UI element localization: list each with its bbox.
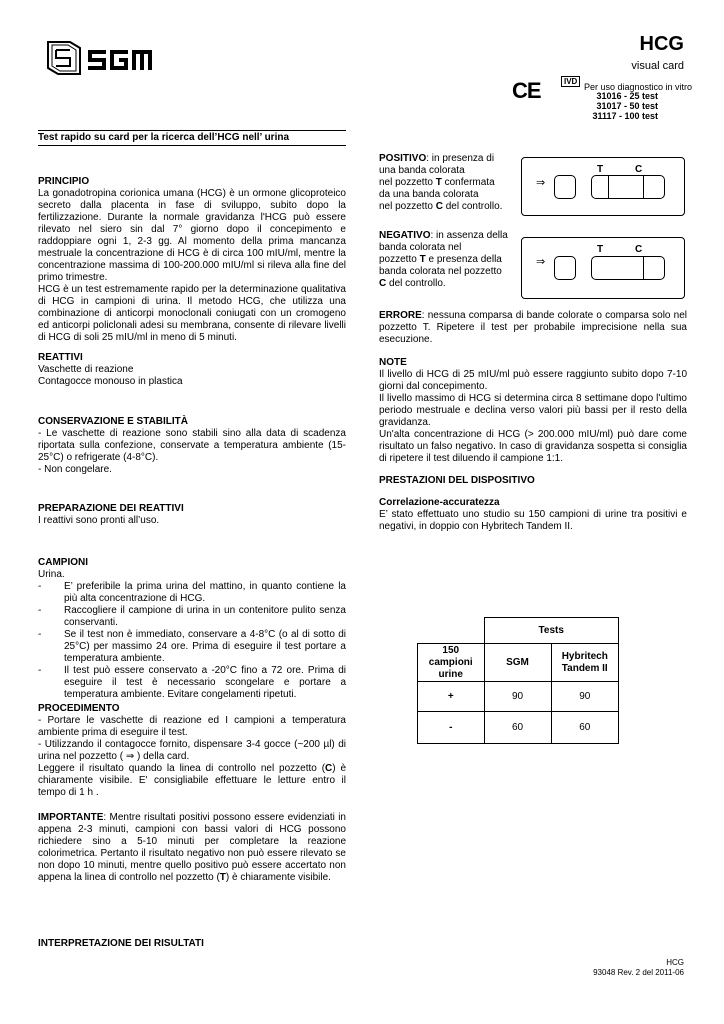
table-cell-label: + (418, 682, 485, 712)
text-part: : Mentre risultati positivi possono essere evidenziati in appena 2-3 minuti, campioni con bassi valori di HCG possono richiedere sino a 5-10 minuti per completare la reazione colorimetrica. Pertanto il risultato negativo non può essere rilevato se non dopo 10 minuti, mentre quello positivo può essere accertato non appena la linea di controllo nel pozzetto ( (38, 812, 346, 883)
paragraph (38, 739, 346, 763)
test-well-label: T (435, 177, 442, 188)
section-subtitle: Correlazione-accuratezza (379, 497, 500, 508)
table-row (418, 682, 619, 712)
campioni-list (38, 581, 346, 701)
text-part: e presenza della (425, 254, 502, 265)
text-line (379, 177, 509, 189)
product-title: HCG (639, 33, 684, 55)
table-cell: 90 (551, 682, 619, 712)
text-part: Leggere il risultato quando la linea di controllo nel pozzetto ( (38, 763, 326, 774)
text-line (379, 153, 509, 165)
section-title: CONSERVAZIONE E STABILITÀ (38, 416, 189, 427)
section-title: CAMPIONI (38, 557, 88, 568)
empty-cell (418, 618, 485, 644)
control-well-label: C (435, 201, 443, 212)
ivd-badge: IVD (561, 76, 580, 87)
paragraph: Il livello massimo di HCG si determina circa 8 settimane dopo l'ultimo periodo mestruale e declina verso valori più bassi per il resto della gravidanza. (379, 393, 687, 428)
card-t-label: T (597, 244, 604, 255)
text-part: : in presenza di (426, 153, 495, 164)
procedimento-section (38, 703, 346, 799)
code-line: 31117 - 100 test (592, 111, 658, 121)
prestazioni-section (379, 475, 687, 533)
paragraph: HCG è un test estremamente rapido per la determinazione qualitativa di HCG in campioni di urina. Il metodo HCG, che utilizza una combinazione di anticorpi monoclonali coniugati con un cromogeno ed anticorpi policlonali adesi su membrana, consente di rilevare livelli di HCG di soli 25 mIU/ml in meno di 5 minuti. (38, 284, 346, 343)
principio-section (38, 176, 346, 344)
text-part: pozzetto (379, 254, 420, 265)
test-well-label: T (219, 872, 226, 883)
sample-well (554, 175, 576, 199)
positivo-label: POSITIVO (379, 153, 427, 164)
sample-well-arrow-icon: ⇒ (536, 177, 546, 189)
control-band (643, 257, 644, 279)
section-title: PRINCIPIO (38, 176, 90, 187)
sample-well (554, 256, 576, 280)
importante-label: IMPORTANTE (38, 812, 104, 823)
section-title: PREPARAZIONE DEI REATTIVI (38, 503, 184, 514)
interpretazione-title: INTERPRETAZIONE DEI RISULTATI (38, 938, 204, 949)
text-part: : nessuna comparsa di bande colorate o comparsa solo nel pozzetto T. Ripetere il test per probabile imprecisione nella sua esecuzione. (379, 310, 687, 345)
sample-well-arrow-icon: ⇒ (536, 256, 546, 268)
list-item: - Raccogliere il campione di urina in un contenitore pulito senza conservanti. (38, 605, 346, 629)
errore-section (379, 310, 687, 346)
text-part: nel pozzetto (379, 201, 436, 212)
document-subtitle: Test rapido su card per la ricerca dell’HCG nell’ urina (38, 130, 346, 146)
product-format: visual card (631, 60, 684, 72)
errore-label: ERRORE (379, 310, 422, 321)
preparazione-section (38, 503, 346, 527)
product-codes (592, 91, 658, 121)
text-line: Contagocce monouso in plastica (38, 376, 183, 387)
card-c-label: C (635, 244, 643, 255)
control-band (643, 176, 644, 198)
list-item: - E’ preferibile la prima urina del mattino, in quanto contiene la più alta concentrazione di HCG. (38, 581, 346, 605)
text-line (379, 278, 509, 290)
paragraph: E’ stato effettuato uno studio su 150 campioni di urine tra positivi e negativi, in doppio con Hybritech Tandem II. (379, 509, 687, 532)
text-part: - Utilizzando il contagocce fornito, dispensare 3-4 gocce (~200 µl) di urina nel pozzetto ( (38, 739, 346, 762)
table-cell: 90 (484, 682, 551, 712)
table-row-header: 150 campioni urine (418, 644, 485, 682)
text-part: ) è chiaramente visibile. E' consigliabile effettuare le letture entro il tempo di 1 h . (38, 763, 347, 798)
importante-section (38, 812, 346, 884)
text-line: Urina. (38, 569, 65, 580)
code-line: 31017 - 50 test (596, 101, 658, 111)
sgm-italia-logo (40, 36, 240, 80)
table-cell: 60 (484, 712, 551, 744)
table-group-header: Tests (484, 618, 619, 644)
text-part: ) è chiaramente visibile. (225, 872, 331, 883)
card-c-label: C (635, 164, 643, 175)
text-part: del controllo. (386, 278, 446, 289)
reattivi-section (38, 352, 346, 388)
text-line (379, 230, 509, 242)
footer (593, 958, 684, 978)
test-band (608, 176, 609, 198)
negative-card-diagram (521, 237, 685, 299)
campioni-section (38, 557, 346, 701)
section-title: REATTIVI (38, 352, 83, 363)
note-section (379, 357, 687, 465)
table-col-header-sgm: SGM (484, 644, 551, 682)
list-item: - Se il test non è immediato, conservare a 4-8°C (o al di sotto di 25°C) per massimo 24 ore. Prima di eseguire il test portare a temperatura ambiente. (38, 629, 346, 665)
list-item: - Il test può essere conservato a -20°C fino a 72 ore. Prima di eseguire il test è necessario scongelare e portare a temperatura ambiente. Evitare congelamenti ripetuti. (38, 665, 346, 701)
paragraph: Un'alta concentrazione di HCG (> 200.000 mIU/ml) può dare come risultato un falso negativo. In caso di gravidanza sospetta si consiglia di ripetere il test diluendo il campione 1:1. (379, 429, 687, 464)
text-line: una banda colorata (379, 165, 465, 176)
paragraph: I reattivi sono pronti all’uso. (38, 515, 160, 526)
text-line: Vaschette di reazione (38, 364, 134, 375)
paragraph (38, 763, 346, 799)
text-line: banda colorata nel pozzetto (379, 266, 502, 277)
positivo-section (379, 153, 509, 213)
negativo-section (379, 230, 509, 290)
negativo-label: NEGATIVO (379, 230, 431, 241)
table-cell-label: - (418, 712, 485, 744)
positive-card-diagram (521, 157, 685, 216)
table-col-header-hybritech: Hybritech Tandem II (551, 644, 619, 682)
footer-product: HCG (666, 958, 684, 967)
text-part: : in assenza della (430, 230, 508, 241)
conservazione-section (38, 416, 346, 476)
text-part: ) della card. (137, 751, 190, 762)
paragraph: - Le vaschette di reazione sono stabili sino alla data di scadenza riportata sulla confezione, conservate a temperatura ambiente (15-25°C) o refrigerate (4-8°C). (38, 428, 346, 463)
code-line: 31016 - 25 test (596, 91, 658, 101)
text-line (379, 201, 509, 213)
table-cell: 60 (551, 712, 619, 744)
text-part: del controllo. (442, 201, 503, 212)
result-window (591, 175, 665, 199)
section-title: PROCEDIMENTO (38, 703, 120, 714)
text-line (379, 254, 509, 266)
control-well-label: C (325, 763, 333, 774)
footer-revision: 93048 Rev. 2 del 2011-06 (593, 968, 684, 977)
paragraph: Il livello di HCG di 25 mIU/ml può essere raggiunto subito dopo 7-10 giorni dal concepimento. (379, 369, 687, 392)
paragraph: - Portare le vaschette di reazione ed I campioni a temperatura ambiente prima di eseguire il test. (38, 715, 346, 738)
section-title: PRESTAZIONI DEL DISPOSITIVO (379, 475, 535, 486)
ivd-text: Per uso diagnostico in vitro (584, 82, 693, 92)
text-part: confermata (441, 177, 495, 188)
result-window (591, 256, 665, 280)
text-part: nel pozzetto (379, 177, 436, 188)
table-row (418, 712, 619, 744)
control-well-label: C (379, 278, 387, 289)
ce-mark: CE (512, 78, 541, 103)
paragraph: - Non congelare. (38, 464, 112, 475)
section-title: NOTE (379, 357, 407, 368)
card-t-label: T (597, 164, 604, 175)
performance-table (417, 617, 619, 744)
text-line: da una banda colorata (379, 189, 479, 200)
sample-well-arrow-icon: ⇒ (125, 751, 135, 762)
text-line: banda colorata nel (379, 242, 462, 253)
paragraph: La gonadotropina corionica umana (HCG) è un ormone glicoproteico secreto dalla placenta in fase di sviluppo, subito dopo la fertilizzazione. Durante la normale gravidanza l'HCG può essere rilevato nel siero sin dal 7° giorno dopo il concepimento e raddoppiare ogni 1, 2-3 gg. Al momento della prima mancanza mestruale la concentrazione di HCG è di circa 100 mIU/ml, mentre la concentrazione massima di 100-200.000 mIU/ml si rileva alla fine del primo trimestre. (38, 188, 346, 283)
test-well-label: T (419, 254, 426, 265)
